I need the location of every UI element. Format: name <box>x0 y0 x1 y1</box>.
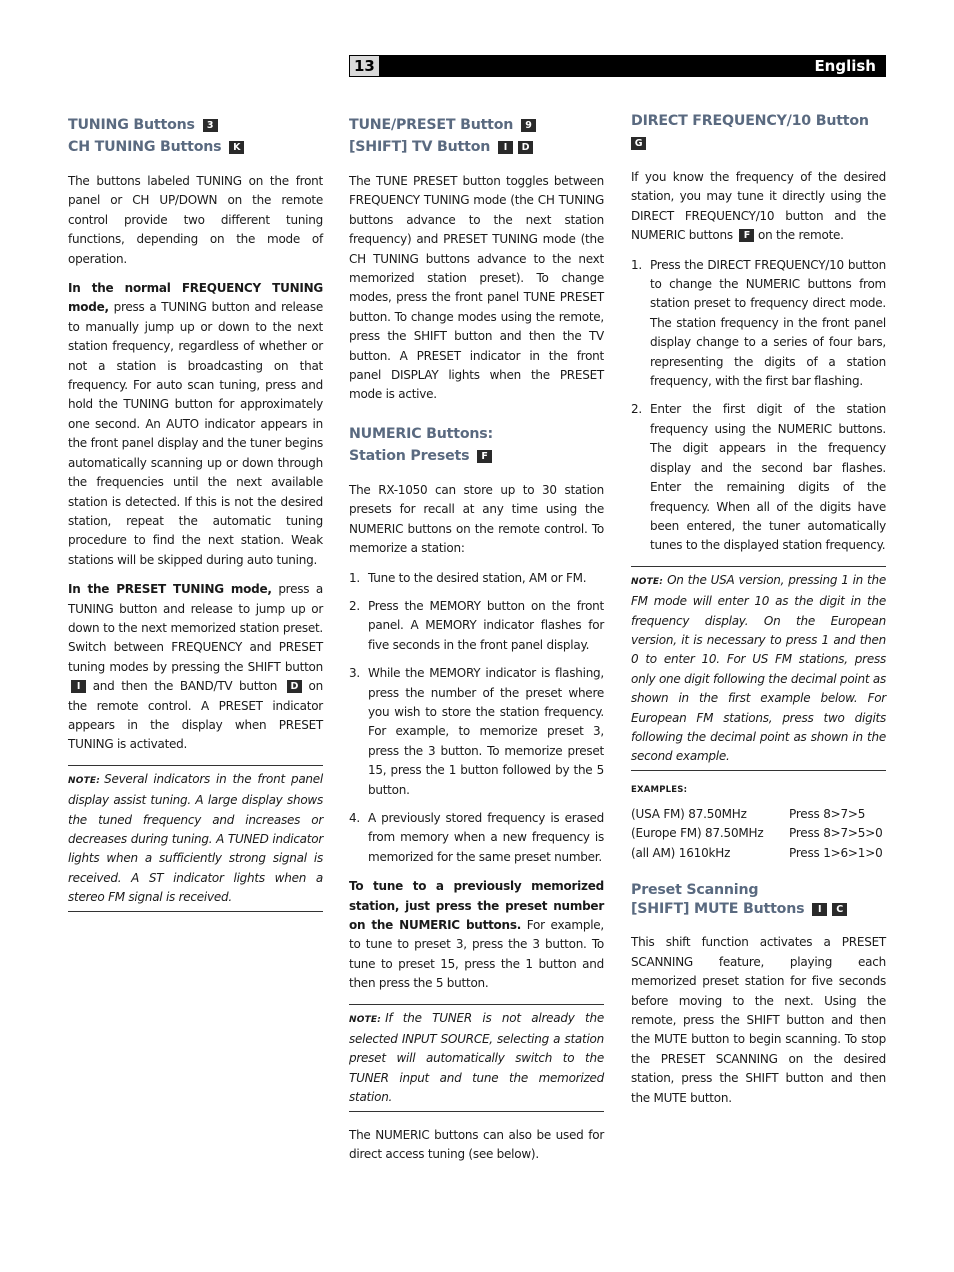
paragraph: The buttons labeled TUNING on the front panel or CH UP/DOWN on the remote control provide two different tuning functions, depending on the mode of operation. <box>68 174 323 266</box>
table-row <box>631 824 886 844</box>
note-box <box>349 1004 604 1112</box>
callout-badge: I <box>812 903 827 916</box>
column-3 <box>631 110 886 1118</box>
paragraph-text: and then the BAND/TV button <box>86 679 284 694</box>
direct-frequency-heading <box>631 110 886 154</box>
bold-lead: In the PRESET TUNING mode, <box>68 582 272 597</box>
paragraph: The TUNE PRESET button toggles between FREQUENCY TUNING mode (the CH TUNING buttons advance to the next station frequency) and PRESET TUNING mode (the CH TUNING buttons advance to the next memorized station preset). To change modes, press the front panel TUNE PRESET button. To change modes using the remote, press the SHIFT button and then the TV button. A PRESET indicator in the front panel DISPLAY lights when the PRESET mode is active. <box>349 174 604 402</box>
callout-badge: 9 <box>521 119 536 132</box>
column-2 <box>349 114 604 1174</box>
list-text: A previously stored frequency is erased from memory when a new frequency is memorized for the same preset number. <box>368 810 604 864</box>
paragraph: The NUMERIC buttons can also be used for direct access tuning (see below). <box>349 1127 604 1162</box>
examples-table <box>631 805 886 864</box>
preset-scanning-heading <box>631 881 886 919</box>
heading-text: NUMERIC Buttons: <box>349 425 494 442</box>
example-value: Press 8>7>5>0 <box>789 826 883 841</box>
callout-badge: 3 <box>203 119 218 132</box>
list-text: While the MEMORY indicator is flashing, press the number of the preset where you wish to store the station frequency. For example, to memorize preset 3, press the 3 button. To memorize preset 15, press the 1 button followed by the 5 button. <box>368 666 604 797</box>
paragraph <box>349 877 604 993</box>
page-number: 13 <box>350 56 379 76</box>
heading-text: Station Presets <box>349 447 470 464</box>
list-item <box>349 809 604 867</box>
paragraph-text: If you know the frequency of the desired station, you may tune it directly using the DIRECT FREQUENCY/10 button and the NUMERIC buttons <box>631 170 886 243</box>
callout-badge: C <box>832 903 847 916</box>
paragraph-text: For example, to tune to preset 3, press the 3 button. To tune to preset 15, press the 1 button and then press the 5 button. <box>349 918 604 991</box>
heading-text: DIRECT FREQUENCY/10 Button <box>631 113 869 129</box>
callout-badge: I <box>71 680 86 693</box>
tune-preset-heading <box>349 114 604 158</box>
numeric-buttons-heading <box>349 423 604 467</box>
paragraph: This shift function activates a PRESET SCANNING feature, playing each memorized preset station for five seconds before moving to the next. Using the remote, press the SHIFT button and then the MUTE button to begin scanning. To stop the PRESET SCANNING on the desired station, press the SHIFT button and then the MUTE button. <box>631 935 886 1105</box>
note-label: NOTE: <box>68 775 101 786</box>
list-item <box>631 256 886 392</box>
paragraph-text: on the remote control. A PRESET indicator appears in the display when PRESET TUNING is activated. <box>68 679 323 752</box>
example-key: (all AM) 1610kHz <box>631 845 731 860</box>
heading-text: TUNE/PRESET Button <box>349 117 514 133</box>
list-number: 2. <box>631 402 642 417</box>
list-number: 2. <box>349 598 360 613</box>
table-row <box>631 805 886 825</box>
list-text: Tune to the desired station, AM or FM. <box>368 570 587 585</box>
bold-lead: In the normal FREQUENCY TUNING mode, <box>68 281 323 315</box>
note-text: If the TUNER is not already the selected INPUT SOURCE, selecting a station preset will automatically switch to the TUNER input and tune the memorized station. <box>349 1010 604 1105</box>
list-text: Enter the first digit of the station frequency using the NUMERIC buttons. The digit appears in the frequency display and the second bar flashes. Enter the remaining digits of the frequency. When all of the digits have been entered, the tuner automatically tunes to the displayed station frequency. <box>650 402 886 553</box>
callout-badge: D <box>287 680 302 693</box>
note-box <box>68 765 323 912</box>
heading-text: [SHIFT] MUTE Buttons <box>631 901 805 918</box>
callout-badge: K <box>229 141 244 154</box>
list-item <box>349 597 604 655</box>
heading-text: CH TUNING Buttons <box>68 139 222 155</box>
paragraph-text: on the remote. <box>754 228 844 243</box>
heading-text: [SHIFT] TV Button <box>349 139 491 155</box>
paragraph <box>631 168 886 246</box>
heading-text: TUNING Buttons <box>68 117 195 133</box>
list-item <box>349 569 604 588</box>
example-key: (USA FM) 87.50MHz <box>631 806 747 821</box>
list-number: 3. <box>349 666 360 681</box>
note-paragraph <box>349 1009 604 1108</box>
note-box <box>631 566 886 771</box>
tuning-buttons-heading <box>68 114 323 158</box>
list-number: 1. <box>631 257 642 272</box>
example-key: (Europe FM) 87.50MHz <box>631 826 764 841</box>
list-item <box>349 664 604 800</box>
note-label: NOTE: <box>631 576 664 587</box>
paragraph-text: press a TUNING button and release to jump up or down to the next memorized station preset. Switch between FREQUENCY and PRESET tuning modes by pressing the SHIFT button <box>68 582 324 674</box>
header-language: English <box>814 57 876 75</box>
note-text: On the USA version, pressing 1 in the FM mode will enter 10 as the digit in the frequency display. On the European version, it is necessary to press 1 and then 0 to enter 10. For US FM stations, press only one digit following the decimal point as shown in the first example below. For European FM stations, press two digits following the decimal point as shown in the second example. <box>631 572 886 764</box>
example-value: Press 8>7>5 <box>789 806 866 821</box>
direct-frequency-steps-list <box>631 256 886 556</box>
note-paragraph <box>631 571 886 767</box>
list-number: 4. <box>349 810 360 825</box>
callout-badge: F <box>477 450 492 463</box>
memorize-steps-list <box>349 569 604 868</box>
column-1 <box>68 114 323 926</box>
paragraph <box>68 279 323 570</box>
example-value: Press 1>6>1>0 <box>789 845 883 860</box>
paragraph <box>68 580 323 755</box>
examples-label: EXAMPLES: <box>631 784 688 795</box>
paragraph-text: press a TUNING button and release to manually jump up or down to the next station frequency, regardless of whether or not a station is broadcasting on that frequency. For auto scan tuning, press and hold the TUNING button for approximately one second. An AUTO indicator appears in the front panel display and the tuner begins automatically scanning up or down through the frequencies until the next available station is detected. If this is not the desired station, repeat the automatic tuning procedure to find the next station. Weak stations will be skipped during auto tuning. <box>68 300 323 567</box>
callout-badge: F <box>739 229 754 242</box>
table-row <box>631 844 886 864</box>
note-label: NOTE: <box>349 1014 382 1025</box>
heading-text: Preset Scanning <box>631 882 759 899</box>
callout-badge: G <box>631 137 646 150</box>
list-text: Press the MEMORY button on the front panel. A MEMORY indicator flashes for five seconds in the front panel display. <box>368 598 604 652</box>
note-paragraph <box>68 770 323 908</box>
callout-badge: D <box>518 141 533 154</box>
page-header <box>349 55 886 77</box>
list-number: 1. <box>349 570 360 585</box>
list-text: Press the DIRECT FREQUENCY/10 button to change the NUMERIC buttons from station preset to frequency direct mode. The station frequency in the front panel display change to a series of four bars, representing the digits of a station frequency, with the first bar flashing. <box>650 257 886 389</box>
note-text: Several indicators in the front panel display assist tuning. A large display shows the tuned frequency and increases or decreases during tuning. A TUNED indicator lights when a sufficiently strong signal is received. A ST indicator lights when a stereo FM signal is received. <box>68 771 323 905</box>
callout-badge: I <box>498 141 513 154</box>
list-item <box>631 400 886 555</box>
bold-lead: To tune to a previously memorized station, just press the preset number on the NUMERIC buttons. <box>349 879 604 932</box>
paragraph: The RX-1050 can store up to 30 station presets for recall at any time using the NUMERIC buttons on the remote control. To memorize a station: <box>349 482 604 556</box>
